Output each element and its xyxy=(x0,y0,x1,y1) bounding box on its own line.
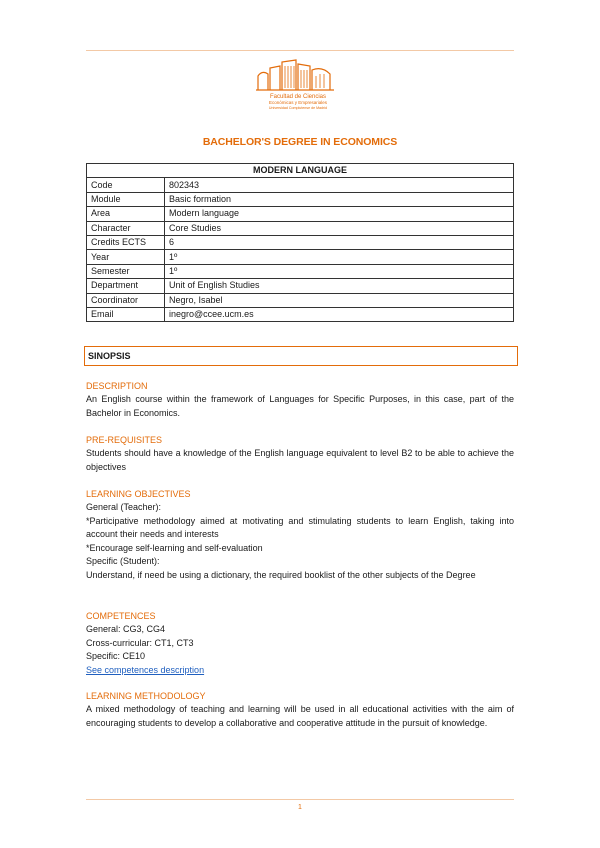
table-row xyxy=(87,279,514,293)
row-key: Email xyxy=(87,307,165,321)
learning-methodology-heading: LEARNING METHODOLOGY xyxy=(86,691,206,701)
general-competences: General: CG3, CG4 xyxy=(86,624,166,634)
specific-objectives-label: Specific (Student): xyxy=(86,556,160,566)
table-row xyxy=(87,264,514,278)
competences-heading: COMPETENCES xyxy=(86,611,156,621)
table-row xyxy=(87,221,514,235)
prerequisites-text: Students should have a knowledge of the English language equivalent to level B2 to be able to achieve the objectives xyxy=(86,448,514,472)
row-key: Module xyxy=(87,192,165,206)
prerequisites-heading: PRE-REQUISITES xyxy=(86,435,163,445)
specific-competences: Specific: CE10 xyxy=(86,651,146,661)
row-value: Unit of English Studies xyxy=(165,279,514,293)
row-value: Basic formation xyxy=(165,192,514,206)
faculty-logo xyxy=(252,56,344,112)
course-table-title: MODERN LANGUAGE xyxy=(87,164,514,178)
logo-text-line-3: Universidad Complutense de Madrid xyxy=(268,106,328,110)
table-row xyxy=(87,192,514,206)
row-key: Character xyxy=(87,221,165,235)
learning-objectives-section xyxy=(86,488,514,582)
table-row xyxy=(87,235,514,249)
row-key: Credits ECTS xyxy=(87,235,165,249)
cross-curricular-competences: Cross-curricular: CT1, CT3 xyxy=(86,637,194,648)
table-row xyxy=(87,250,514,264)
logo-text-line-2: Económicas y Empresariales xyxy=(268,100,328,105)
row-key: Year xyxy=(87,250,165,264)
row-value: 1º xyxy=(165,250,514,264)
table-row xyxy=(87,293,514,307)
row-value: 802343 xyxy=(165,178,514,192)
row-value: 1º xyxy=(165,264,514,278)
row-value: Modern language xyxy=(165,207,514,221)
degree-title: BACHELOR'S DEGREE IN ECONOMICS xyxy=(202,136,398,148)
competences-section xyxy=(86,610,514,677)
competences-description-link[interactable]: See competences description xyxy=(86,664,205,675)
table-row xyxy=(87,178,514,192)
row-value: 6 xyxy=(165,235,514,249)
row-key: Semester xyxy=(87,264,165,278)
row-key: Department xyxy=(87,279,165,293)
learning-objectives-heading: LEARNING OBJECTIVES xyxy=(86,489,191,499)
row-key: Area xyxy=(87,207,165,221)
description-text: An English course within the framework of Languages for Specific Purposes, in this case, part of the Bachelor in Economics. xyxy=(86,394,514,418)
course-info-table xyxy=(86,163,514,322)
page-number: 1 xyxy=(298,804,302,811)
description-section xyxy=(86,380,514,420)
learning-methodology-section xyxy=(86,690,514,730)
prerequisites-section xyxy=(86,434,514,474)
table-row xyxy=(87,307,514,321)
general-objectives-label: General (Teacher): xyxy=(86,502,162,512)
row-value: Core Studies xyxy=(165,221,514,235)
specific-objectives-text: Understand, if need be using a dictionary, the required booklist of the other subjects of the Degree xyxy=(86,569,476,580)
learning-methodology-text: A mixed methodology of teaching and learning will be used in all educational activities with the aim of encouraging students to develop a collaborative and cooperative attitude in the pursuit of knowledge. xyxy=(86,704,514,728)
logo-text-line-1: Facultad de Ciencias xyxy=(269,94,327,100)
description-heading: DESCRIPTION xyxy=(86,381,148,391)
sinopsis-section-header: SINOPSIS xyxy=(84,346,518,366)
row-value[interactable]: inegro@ccee.ucm.es xyxy=(165,307,514,321)
table-row xyxy=(87,207,514,221)
general-objective-item: *Participative methodology aimed at motivating and stimulating students to learn English, taking into account their needs and interests xyxy=(86,515,514,539)
row-key: Coordinator xyxy=(87,293,165,307)
header-rule xyxy=(86,50,514,51)
footer-rule xyxy=(86,799,514,800)
general-objective-item: *Encourage self-learning and self-evaluation xyxy=(86,542,263,553)
row-value: Negro, Isabel xyxy=(165,293,514,307)
row-key: Code xyxy=(87,178,165,192)
